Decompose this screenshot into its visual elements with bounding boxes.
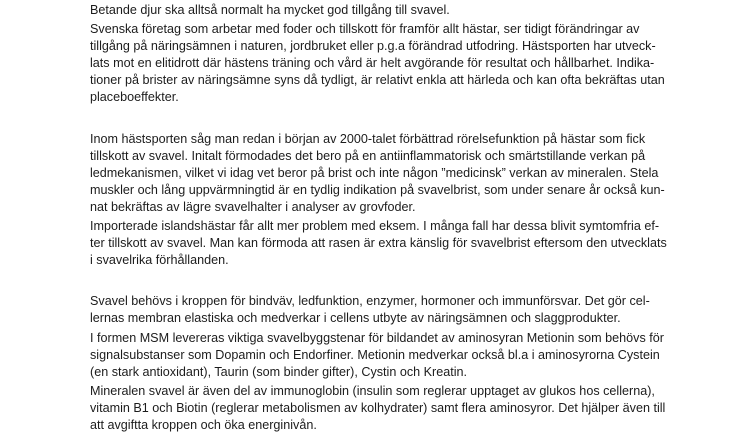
text-line: i svavelrika förhållanden. bbox=[90, 253, 229, 268]
text-column bbox=[90, 2, 690, 434]
text-line: att avgiftta kroppen och öka energinivån. bbox=[90, 417, 317, 432]
text-line: vitamin B1 och Biotin (reglerar metabolismen av kolhydrater) samt flera aminosyror. Det hjälper även till bbox=[90, 400, 666, 415]
text-line: Betande djur ska alltså normalt ha mycket god tillgång till svavel. bbox=[90, 3, 450, 17]
text-line: tillskott av svavel. Initalt förmodades det bero på en antiinflammatorisk och smärtstillande verkan på bbox=[90, 148, 646, 163]
text-line: (en stark antioxidant), Taurin (som binder gifter), Cystin och Kreatin. bbox=[90, 364, 468, 379]
paragraph bbox=[90, 21, 690, 106]
text-line: nat bekräftas av lägre svavelhalter i analyser av grovfoder. bbox=[90, 199, 416, 214]
text-line: Svenska företag som arbetar med foder och tillskott för framför allt hästar, ser tidigt förändringar av bbox=[90, 22, 640, 37]
text-line: Inom hästsporten såg man redan i början av 2000-talet förbättrad rörelsefunktion på hästar som fick bbox=[90, 131, 646, 146]
text-line: Svavel behövs i kroppen för bindväv, ledfunktion, enzymer, hormoner och immunförsvar. Det gör cel- bbox=[90, 294, 650, 309]
text-line: Mineralen svavel är även del av immunoglobin (insulin som reglerar upptaget av glukos hos cellerna), bbox=[90, 383, 655, 398]
paragraph bbox=[90, 131, 690, 216]
paragraph bbox=[90, 330, 690, 381]
text-line: I formen MSM levereras viktiga svavelbyggstenar för bildandet av aminosyran Metionin som behövs för bbox=[90, 330, 664, 345]
text-line: lats mot en elitidrott där hästens träning och vård är helt avgörande för resultat och hållbarhet. Indika- bbox=[90, 56, 655, 71]
text-line: ledmekanismen, vilket vi idag vet beror på brist och inte någon ”medicinsk” verkan av mineralen. Stela bbox=[90, 165, 659, 180]
text-line: tioner på brister av näringsämne syns då tydligt, är relativt enkla att härleda och kan ofta bekräftas utan bbox=[90, 73, 665, 88]
text-line: signalsubstanser som Dopamin och Endorfiner. Metionin medverkar också bl.a i aminosyrorna Cystein bbox=[90, 347, 660, 362]
paragraph bbox=[90, 383, 690, 434]
paragraph bbox=[90, 218, 690, 269]
text-line: placeboeffekter. bbox=[90, 90, 179, 105]
text-line: tillgång på näringsämnen i naturen, jordbruket eller p.g.a förändrad utfodring. Hästsporten har utveck- bbox=[90, 39, 656, 54]
text-line: Importerade islandshästar får allt mer problem med eksem. I många fall har dessa blivit symtomfria ef- bbox=[90, 219, 660, 234]
text-line: ter tillskott av svavel. Man kan förmoda att rasen är extra känslig för svavelbrist eftersom den utvecklats bbox=[90, 236, 667, 251]
paragraph bbox=[90, 2, 690, 19]
paragraph bbox=[90, 293, 690, 327]
text-line: muskler och lång uppvärmningtid är en tydlig indikation på svavelbrist, som under senare år också kun- bbox=[90, 182, 665, 197]
text-line: lernas membran elastiska och medverkar i cellens utbyte av näringsämnen och slaggprodukter. bbox=[90, 311, 621, 326]
